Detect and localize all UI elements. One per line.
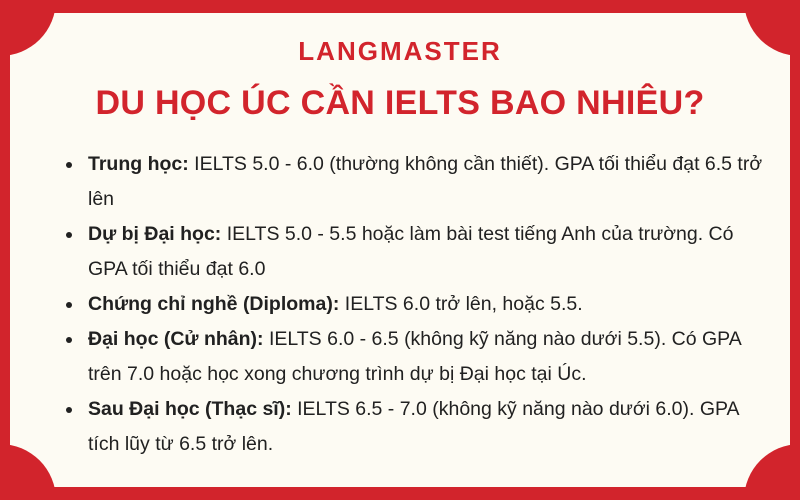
list-item [62,322,764,392]
list-item [62,217,764,287]
bullet-icon [66,337,72,343]
list-item [62,287,764,322]
list-item [62,392,764,462]
item-label: Trung học: [88,153,189,175]
brand-logo: LANGMASTER [298,36,502,66]
item-label: Đại học (Cử nhân): [88,328,264,350]
item-label: Chứng chỉ nghề (Diploma): [88,293,340,315]
item-text: IELTS 6.0 - 6.5 (không kỹ năng nào dưới 5.5). Có GPA trên 7.0 hoặc học xong chương trình dự bị Đại học tại Úc. [88,328,741,385]
item-text: IELTS 6.5 - 7.0 (không kỹ năng nào dưới 6.0). GPA tích lũy từ 6.5 trở lên. [88,398,739,455]
item-label: Dự bị Đại học: [88,223,222,245]
item-text: IELTS 6.0 trở lên, hoặc 5.5. [339,293,583,315]
bullet-icon [66,407,72,413]
bullet-icon [66,302,72,308]
list-item [62,147,764,217]
bullet-icon [66,162,72,168]
requirements-list [62,147,764,462]
page-title: DU HỌC ÚC CẦN IELTS BAO NHIÊU? [95,84,705,122]
item-label: Sau Đại học (Thạc sĩ): [88,398,292,420]
item-text: IELTS 5.0 - 5.5 hoặc làm bài test tiếng Anh của trường. Có GPA tối thiểu đạt 6.0 [88,223,734,280]
bullet-icon [66,232,72,238]
item-text: IELTS 5.0 - 6.0 (thường không cần thiết). GPA tối thiểu đạt 6.5 trở lên [88,153,763,210]
